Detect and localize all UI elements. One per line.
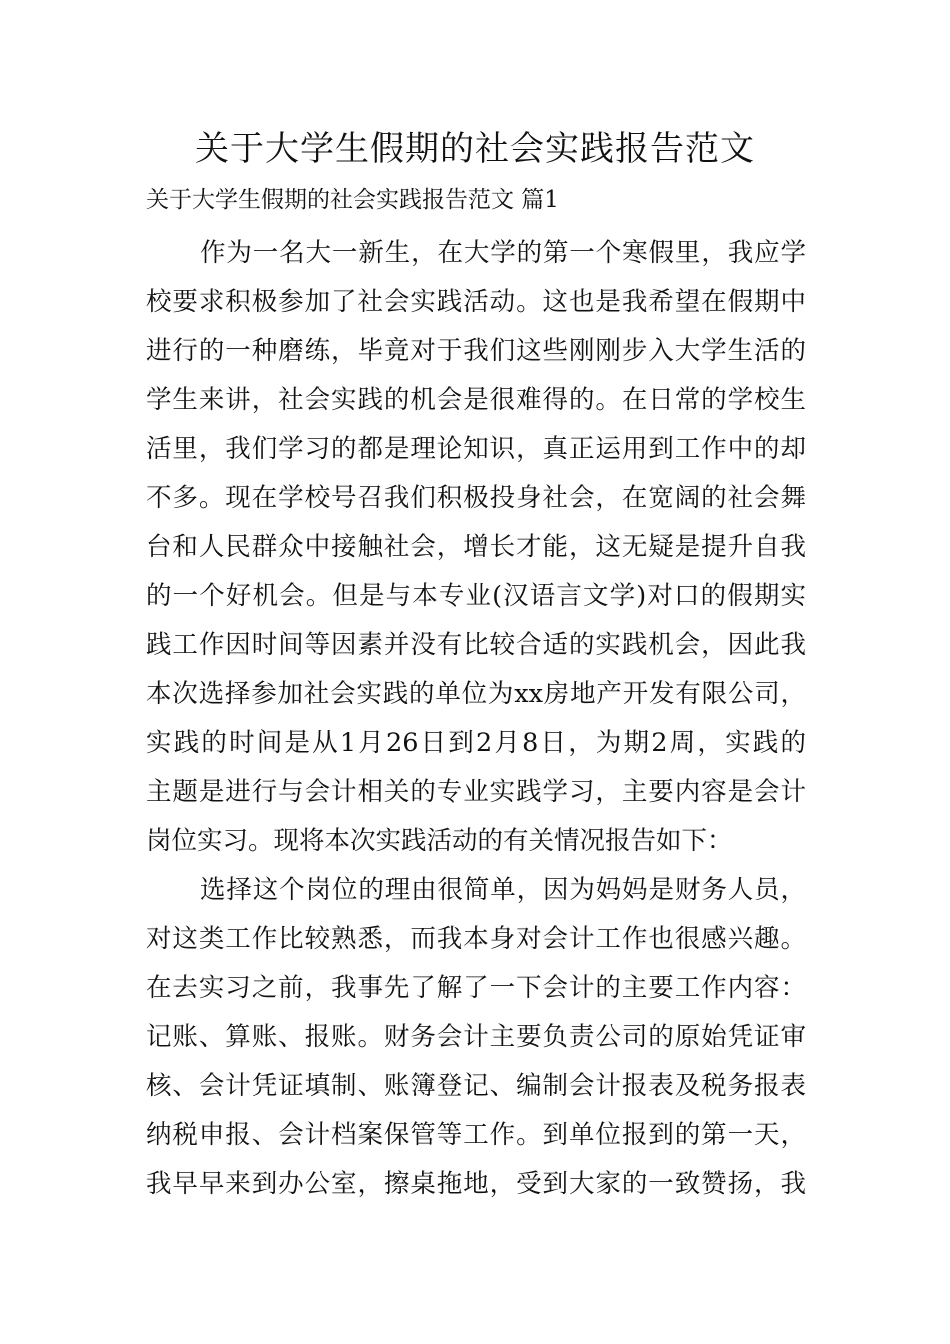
paragraph-line: 的一个好机会。但是与本专业(汉语言文学)对口的假期实: [146, 581, 806, 611]
paragraph-line: 作为一名大一新生，在大学的第一个寒假里，我应学: [200, 238, 806, 268]
paragraph-line: 学生来讲，社会实践的机会是很难得的。在日常的学校生: [146, 385, 806, 415]
section-heading: 关于大学生假期的社会实践报告范文 篇1: [146, 187, 559, 213]
paragraph-line: 对这类工作比较熟悉，而我本身对会计工作也很感兴趣。: [146, 924, 806, 954]
paragraph-line: 本次选择参加社会实践的单位为xx房地产开发有限公司，: [146, 679, 806, 709]
paragraph-line: 选择这个岗位的理由很简单，因为妈妈是财务人员，: [200, 875, 806, 905]
paragraph-line: 活里，我们学习的都是理论知识，真正运用到工作中的却: [146, 434, 806, 464]
paragraph-line: 践工作因时间等因素并没有比较合适的实践机会，因此我: [146, 630, 806, 660]
paragraph-line: 实践的时间是从1月26日到2月8日，为期2周，实践的: [146, 728, 806, 758]
paragraph-line: 纳税申报、会计档案保管等工作。到单位报到的第一天，: [146, 1120, 806, 1150]
paragraph-line: 核、会计凭证填制、账簿登记、编制会计报表及税务报表: [146, 1071, 806, 1101]
paragraph-line: 在去实习之前，我事先了解了一下会计的主要工作内容：: [146, 973, 806, 1003]
paragraph-line: 主题是进行与会计相关的专业实践学习，主要内容是会计: [146, 777, 806, 807]
document-title: 关于大学生假期的社会实践报告范文: [195, 129, 755, 169]
paragraph-line: 记账、算账、报账。财务会计主要负责公司的原始凭证审: [146, 1022, 806, 1052]
paragraph-line: 岗位实习。现将本次实践活动的有关情况报告如下：: [146, 826, 733, 856]
paragraph-line: 台和人民群众中接触社会，增长才能，这无疑是提升自我: [146, 532, 806, 562]
paragraph-line: 进行的一种磨练，毕竟对于我们这些刚刚步入大学生活的: [146, 336, 806, 366]
paragraph-line: 不多。现在学校号召我们积极投身社会，在宽阔的社会舞: [146, 483, 806, 513]
paragraph-line: 校要求积极参加了社会实践活动。这也是我希望在假期中: [146, 287, 806, 317]
paragraph-line: 我早早来到办公室，擦桌拖地，受到大家的一致赞扬，我: [146, 1169, 806, 1199]
